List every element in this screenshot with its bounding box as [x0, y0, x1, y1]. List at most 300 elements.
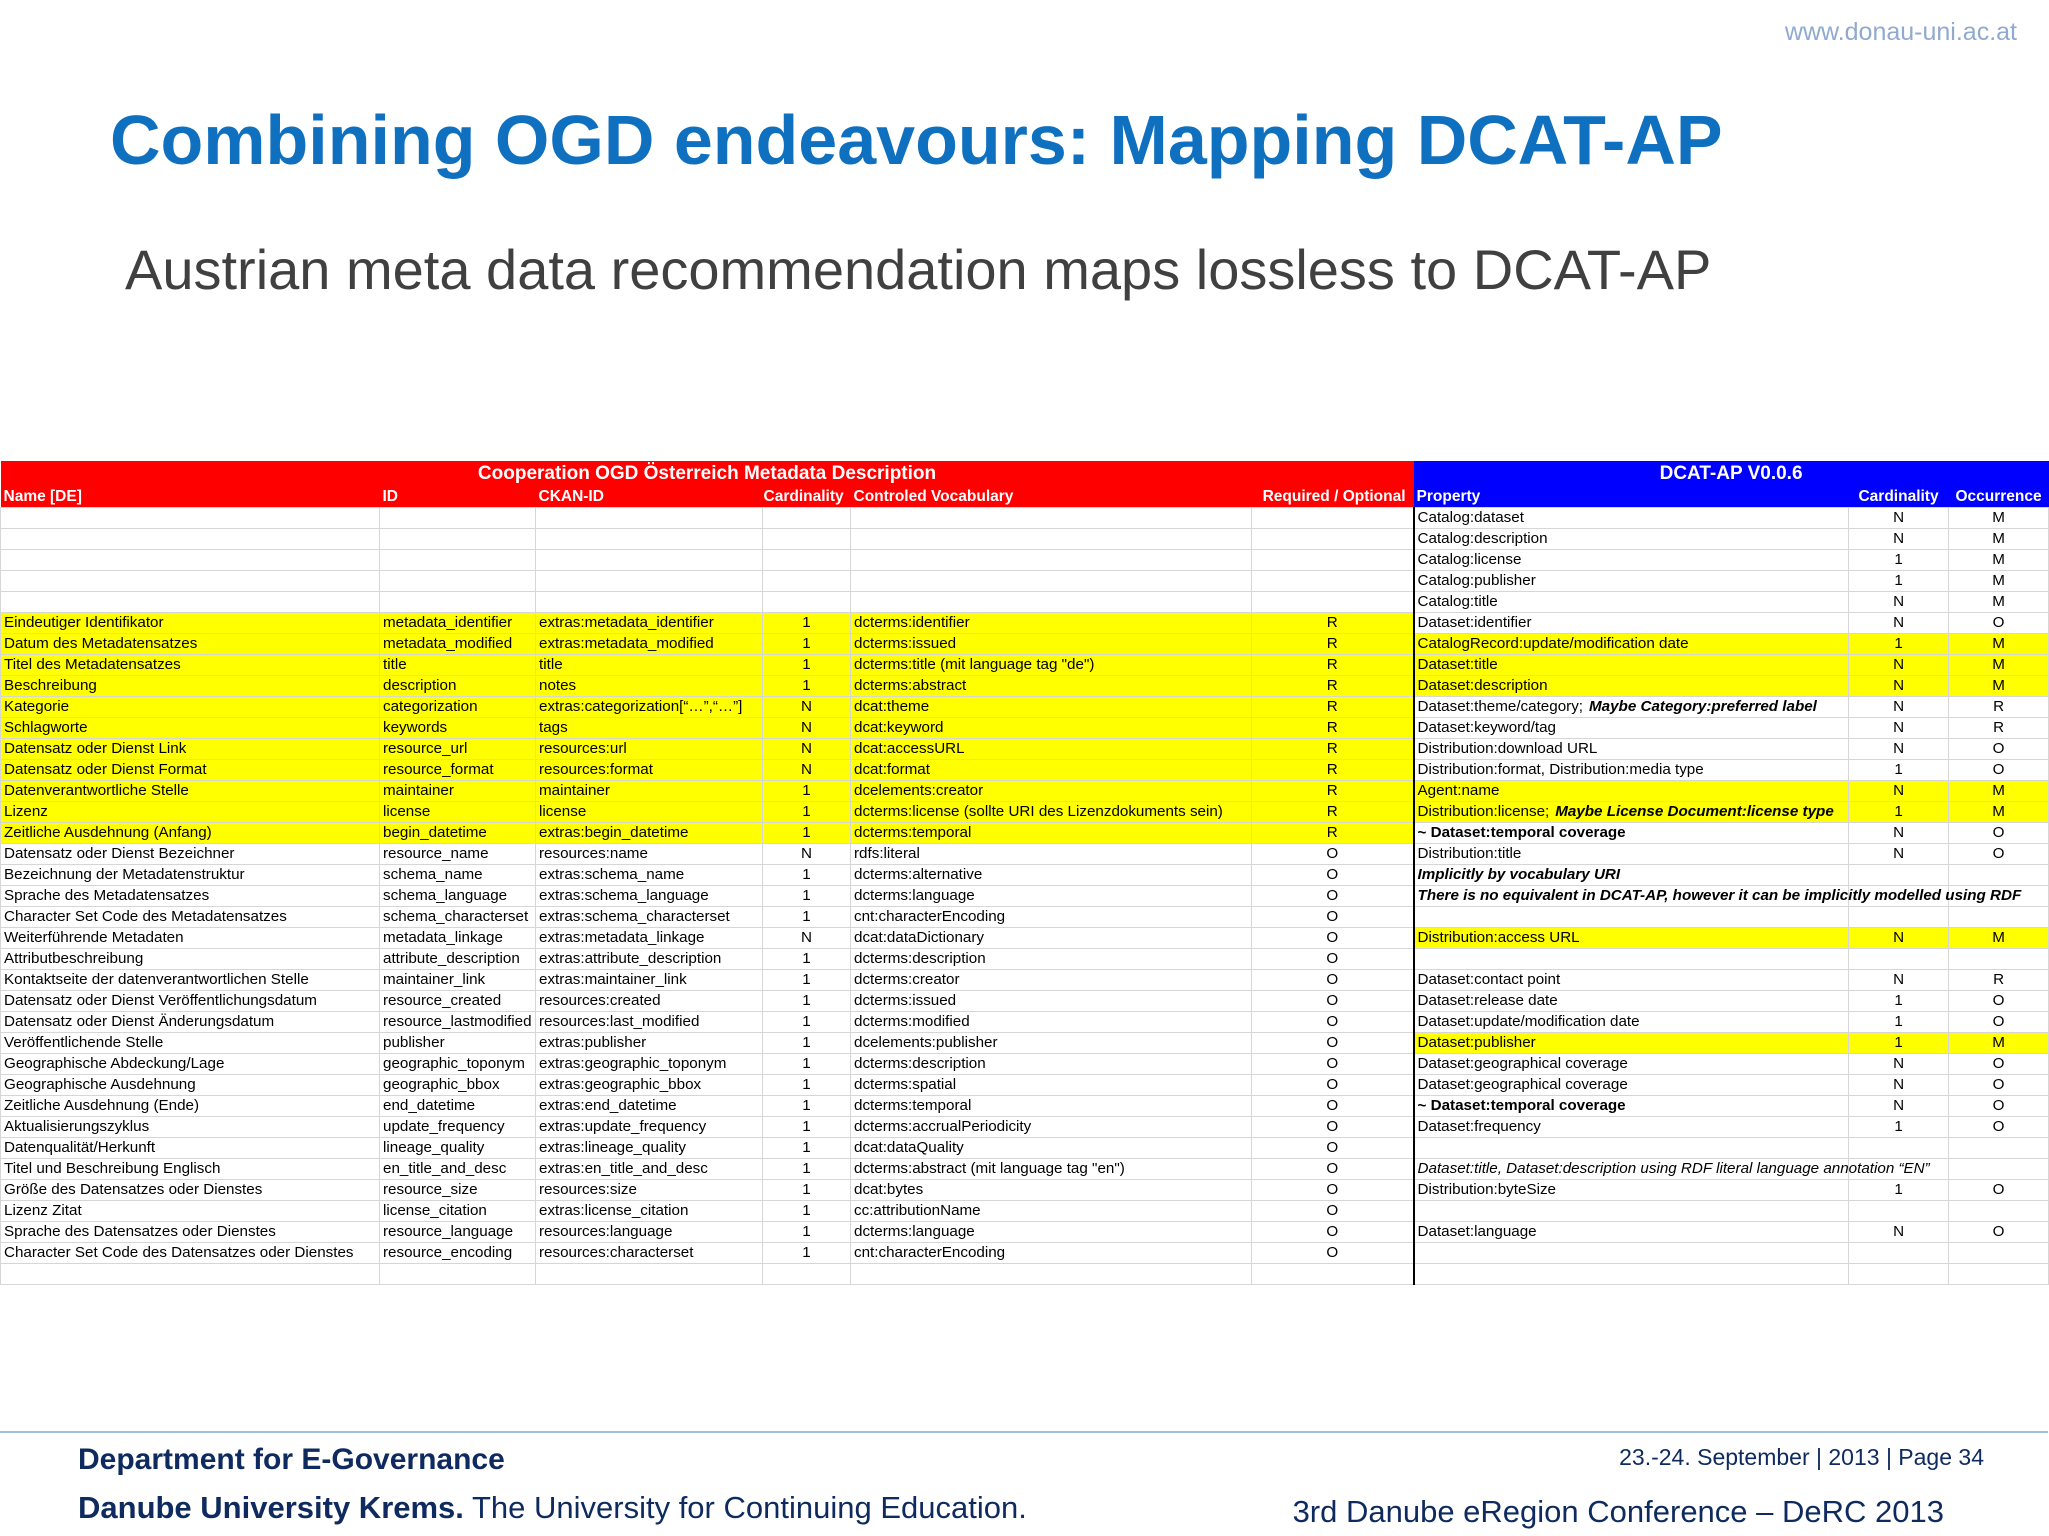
- required-cell: O: [1252, 1222, 1414, 1243]
- id-cell: maintainer_link: [380, 970, 536, 991]
- dcat-cardinality-cell: N: [1849, 1222, 1949, 1243]
- dcat-cardinality-cell: N: [1849, 655, 1949, 676]
- university-line: [78, 1490, 1027, 1526]
- ckan-id-cell: resources:characterset: [536, 1243, 763, 1264]
- name-cell: Zeitliche Ausdehnung (Ende): [1, 1096, 380, 1117]
- ckan-id-cell: tags: [536, 718, 763, 739]
- property-cell: Catalog:license: [1414, 550, 1849, 571]
- dcat-cardinality-cell: N: [1849, 697, 1949, 718]
- cardinality-cell: 1: [763, 886, 851, 907]
- table-row: [1, 760, 2049, 781]
- property-cell: Dataset:update/modification date: [1414, 1012, 1849, 1033]
- cardinality-cell: 1: [763, 1138, 851, 1159]
- property-cell: CatalogRecord:update/modification date: [1414, 634, 1849, 655]
- id-cell: update_frequency: [380, 1117, 536, 1138]
- occurrence-cell: O: [1949, 991, 2049, 1012]
- vocabulary-cell: dcterms:issued: [851, 634, 1252, 655]
- occurrence-cell: M: [1949, 928, 2049, 949]
- dcat-cardinality-cell: N: [1849, 508, 1949, 529]
- name-cell: Character Set Code des Datensatzes oder Dienstes: [1, 1243, 380, 1264]
- property-text: Dataset:theme/category;: [1417, 698, 1584, 715]
- property-cell: [1414, 1138, 1849, 1159]
- id-cell: resource_language: [380, 1222, 536, 1243]
- occurrence-cell: M: [1949, 1033, 2049, 1054]
- vocabulary-cell: dcterms:abstract: [851, 676, 1252, 697]
- required-cell: O: [1252, 1180, 1414, 1201]
- name-cell: Sprache des Datensatzes oder Dienstes: [1, 1222, 380, 1243]
- table-row: [1, 1201, 2049, 1222]
- property-cell: [1414, 1201, 1849, 1222]
- cardinality-cell: N: [763, 697, 851, 718]
- required-cell: [1252, 592, 1414, 613]
- property-cell: Catalog:publisher: [1414, 571, 1849, 592]
- cardinality-cell: 1: [763, 949, 851, 970]
- table-row: [1, 1096, 2049, 1117]
- occurrence-cell: [1949, 1201, 2049, 1222]
- name-cell: [1, 592, 380, 613]
- table-row: [1, 655, 2049, 676]
- name-cell: [1, 550, 380, 571]
- required-cell: O: [1252, 844, 1414, 865]
- vocabulary-cell: dcterms:issued: [851, 991, 1252, 1012]
- dcat-cardinality-cell: N: [1849, 739, 1949, 760]
- property-cell: Distribution:format, Distribution:media type: [1414, 760, 1849, 781]
- id-cell: [380, 592, 536, 613]
- ckan-id-cell: extras:categorization[“…”,“…”]: [536, 697, 763, 718]
- cardinality-cell: 1: [763, 1222, 851, 1243]
- table-row: [1, 1264, 2049, 1285]
- id-cell: resource_lastmodified: [380, 1012, 536, 1033]
- required-cell: O: [1252, 991, 1414, 1012]
- ckan-id-cell: extras:publisher: [536, 1033, 763, 1054]
- occurrence-cell: M: [1949, 634, 2049, 655]
- name-cell: Schlagworte: [1, 718, 380, 739]
- ckan-id-cell: resources:url: [536, 739, 763, 760]
- table-row: [1, 1054, 2049, 1075]
- cardinality-cell: 1: [763, 1054, 851, 1075]
- vocabulary-cell: dcelements:publisher: [851, 1033, 1252, 1054]
- col-header-cardinality: Cardinality: [763, 486, 851, 508]
- dcat-cardinality-cell: N: [1849, 1075, 1949, 1096]
- property-cell: Distribution:byteSize: [1414, 1180, 1849, 1201]
- required-cell: R: [1252, 823, 1414, 844]
- cardinality-cell: N: [763, 844, 851, 865]
- name-cell: Geographische Abdeckung/Lage: [1, 1054, 380, 1075]
- id-cell: [380, 508, 536, 529]
- cardinality-cell: N: [763, 739, 851, 760]
- name-cell: Datum des Metadatensatzes: [1, 634, 380, 655]
- id-cell: resource_format: [380, 760, 536, 781]
- dcat-cardinality-cell: N: [1849, 529, 1949, 550]
- dcat-cardinality-cell: [1849, 949, 1949, 970]
- dcat-cardinality-cell: N: [1849, 613, 1949, 634]
- occurrence-cell: O: [1949, 1054, 2049, 1075]
- dcat-cardinality-cell: [1849, 1201, 1949, 1222]
- id-cell: lineage_quality: [380, 1138, 536, 1159]
- table-row: [1, 991, 2049, 1012]
- name-cell: Beschreibung: [1, 676, 380, 697]
- required-cell: O: [1252, 1159, 1414, 1180]
- name-cell: Titel und Beschreibung Englisch: [1, 1159, 380, 1180]
- table-row: [1, 508, 2049, 529]
- ckan-id-cell: extras:geographic_toponym: [536, 1054, 763, 1075]
- university-tagline: The University for Continuing Education.: [463, 1490, 1027, 1525]
- table-row: [1, 739, 2049, 760]
- vocabulary-cell: dcat:keyword: [851, 718, 1252, 739]
- required-cell: O: [1252, 1096, 1414, 1117]
- occurrence-cell: O: [1949, 844, 2049, 865]
- dcat-cardinality-cell: [1849, 907, 1949, 928]
- vocabulary-cell: dcterms:creator: [851, 970, 1252, 991]
- ckan-id-cell: resources:created: [536, 991, 763, 1012]
- group-header-row: [1, 461, 2049, 486]
- property-cell: [1414, 1264, 1849, 1285]
- id-cell: [380, 529, 536, 550]
- dcat-cardinality-cell: 1: [1849, 1117, 1949, 1138]
- dcat-cardinality-cell: 1: [1849, 991, 1949, 1012]
- cardinality-cell: 1: [763, 802, 851, 823]
- table-row: [1, 634, 2049, 655]
- ckan-id-cell: extras:schema_characterset: [536, 907, 763, 928]
- required-cell: R: [1252, 676, 1414, 697]
- cardinality-cell: 1: [763, 991, 851, 1012]
- required-cell: R: [1252, 655, 1414, 676]
- vocabulary-cell: dcelements:creator: [851, 781, 1252, 802]
- property-cell: Distribution:download URL: [1414, 739, 1849, 760]
- name-cell: Bezeichnung der Metadatenstruktur: [1, 865, 380, 886]
- occurrence-cell: R: [1949, 970, 2049, 991]
- dcat-cardinality-cell: 1: [1849, 634, 1949, 655]
- required-cell: O: [1252, 1138, 1414, 1159]
- required-cell: O: [1252, 949, 1414, 970]
- vocabulary-cell: dcterms:license (sollte URI des Lizenzdokuments sein): [851, 802, 1252, 823]
- cardinality-cell: 1: [763, 781, 851, 802]
- id-cell: resource_encoding: [380, 1243, 536, 1264]
- property-cell: Distribution:access URL: [1414, 928, 1849, 949]
- name-cell: Lizenz: [1, 802, 380, 823]
- property-note: Maybe Category:preferred label: [1589, 698, 1817, 715]
- required-cell: [1252, 1264, 1414, 1285]
- name-cell: Kontaktseite der datenverantwortlichen Stelle: [1, 970, 380, 991]
- property-cell: Implicitly by vocabulary URI: [1414, 865, 1849, 886]
- required-cell: R: [1252, 760, 1414, 781]
- ckan-id-cell: [536, 529, 763, 550]
- id-cell: schema_characterset: [380, 907, 536, 928]
- property-cell: Catalog:title: [1414, 592, 1849, 613]
- name-cell: Datensatz oder Dienst Format: [1, 760, 380, 781]
- vocabulary-cell: cnt:characterEncoding: [851, 1243, 1252, 1264]
- occurrence-cell: O: [1949, 1075, 2049, 1096]
- ckan-id-cell: extras:license_citation: [536, 1201, 763, 1222]
- table-row: [1, 697, 2049, 718]
- id-cell: begin_datetime: [380, 823, 536, 844]
- required-cell: R: [1252, 781, 1414, 802]
- ckan-id-cell: resources:size: [536, 1180, 763, 1201]
- occurrence-cell: O: [1949, 1012, 2049, 1033]
- ckan-id-cell: resources:name: [536, 844, 763, 865]
- occurrence-cell: M: [1949, 781, 2049, 802]
- name-cell: Datensatz oder Dienst Änderungsdatum: [1, 1012, 380, 1033]
- vocabulary-cell: dcterms:spatial: [851, 1075, 1252, 1096]
- id-cell: end_datetime: [380, 1096, 536, 1117]
- required-cell: O: [1252, 1243, 1414, 1264]
- occurrence-cell: M: [1949, 592, 2049, 613]
- occurrence-cell: M: [1949, 529, 2049, 550]
- ckan-id-cell: extras:metadata_linkage: [536, 928, 763, 949]
- required-cell: [1252, 571, 1414, 592]
- table-row: [1, 1138, 2049, 1159]
- table-row: [1, 1033, 2049, 1054]
- name-cell: Datensatz oder Dienst Link: [1, 739, 380, 760]
- property-cell: Dataset:frequency: [1414, 1117, 1849, 1138]
- property-cell: [1414, 949, 1849, 970]
- name-cell: Veröffentlichende Stelle: [1, 1033, 380, 1054]
- id-cell: [380, 1264, 536, 1285]
- slide-subtitle: Austrian meta data recommendation maps lossless to DCAT-AP: [125, 238, 1712, 301]
- table-row: [1, 928, 2049, 949]
- name-cell: Datensatz oder Dienst Veröffentlichungsdatum: [1, 991, 380, 1012]
- cardinality-cell: 1: [763, 1201, 851, 1222]
- required-cell: O: [1252, 1033, 1414, 1054]
- dcat-cardinality-cell: [1849, 1243, 1949, 1264]
- dcat-cardinality-cell: N: [1849, 676, 1949, 697]
- cardinality-cell: 1: [763, 1012, 851, 1033]
- table-row: [1, 970, 2049, 991]
- col-header-ckan-id: CKAN-ID: [536, 486, 763, 508]
- vocabulary-cell: dcterms:modified: [851, 1012, 1252, 1033]
- vocabulary-cell: dcterms:temporal: [851, 823, 1252, 844]
- name-cell: Zeitliche Ausdehnung (Anfang): [1, 823, 380, 844]
- website-url: www.donau-uni.ac.at: [1784, 18, 2017, 46]
- ckan-id-cell: resources:language: [536, 1222, 763, 1243]
- vocabulary-cell: dcat:dataQuality: [851, 1138, 1252, 1159]
- property-text: Distribution:license;: [1417, 803, 1550, 820]
- ckan-id-cell: title: [536, 655, 763, 676]
- ckan-id-cell: extras:begin_datetime: [536, 823, 763, 844]
- occurrence-cell: [1949, 1243, 2049, 1264]
- ckan-id-cell: extras:geographic_bbox: [536, 1075, 763, 1096]
- table-row: [1, 676, 2049, 697]
- occurrence-cell: [1949, 865, 2049, 886]
- name-cell: Geographische Ausdehnung: [1, 1075, 380, 1096]
- dcat-cardinality-cell: N: [1849, 1054, 1949, 1075]
- vocabulary-cell: [851, 1264, 1252, 1285]
- name-cell: [1, 1264, 380, 1285]
- occurrence-cell: O: [1949, 1222, 2049, 1243]
- required-cell: O: [1252, 886, 1414, 907]
- id-cell: resource_size: [380, 1180, 536, 1201]
- conference-name: 3rd Danube eRegion Conference – DeRC 2013: [1292, 1494, 1944, 1529]
- vocabulary-cell: dcat:format: [851, 760, 1252, 781]
- table-row: [1, 718, 2049, 739]
- ckan-id-cell: extras:en_title_and_desc: [536, 1159, 763, 1180]
- vocabulary-cell: dcterms:description: [851, 949, 1252, 970]
- dcat-cardinality-cell: 1: [1849, 802, 1949, 823]
- table-row: [1, 886, 2049, 907]
- id-cell: attribute_description: [380, 949, 536, 970]
- ckan-id-cell: [536, 508, 763, 529]
- table-row: [1, 802, 2049, 823]
- cardinality-cell: N: [763, 760, 851, 781]
- name-cell: Kategorie: [1, 697, 380, 718]
- name-cell: Eindeutiger Identifikator: [1, 613, 380, 634]
- occurrence-cell: M: [1949, 550, 2049, 571]
- cardinality-cell: 1: [763, 865, 851, 886]
- dcat-cardinality-cell: 1: [1849, 760, 1949, 781]
- ckan-id-cell: notes: [536, 676, 763, 697]
- id-cell: metadata_identifier: [380, 613, 536, 634]
- table-row: [1, 823, 2049, 844]
- required-cell: O: [1252, 907, 1414, 928]
- cardinality-cell: 1: [763, 1033, 851, 1054]
- occurrence-cell: M: [1949, 655, 2049, 676]
- required-cell: O: [1252, 1054, 1414, 1075]
- dcat-cardinality-cell: N: [1849, 718, 1949, 739]
- id-cell: geographic_toponym: [380, 1054, 536, 1075]
- vocabulary-cell: rdfs:literal: [851, 844, 1252, 865]
- id-cell: keywords: [380, 718, 536, 739]
- property-cell: Dataset:geographical coverage: [1414, 1054, 1849, 1075]
- cardinality-cell: 1: [763, 907, 851, 928]
- ckan-id-cell: extras:attribute_description: [536, 949, 763, 970]
- dcat-cardinality-cell: N: [1849, 781, 1949, 802]
- dcat-cardinality-cell: 1: [1849, 571, 1949, 592]
- col-header-property: Property: [1414, 486, 1849, 508]
- id-cell: en_title_and_desc: [380, 1159, 536, 1180]
- occurrence-cell: M: [1949, 571, 2049, 592]
- vocabulary-cell: cc:attributionName: [851, 1201, 1252, 1222]
- property-cell: Dataset:language: [1414, 1222, 1849, 1243]
- property-cell: Dataset:identifier: [1414, 613, 1849, 634]
- vocabulary-cell: [851, 571, 1252, 592]
- cardinality-cell: 1: [763, 1243, 851, 1264]
- occurrence-cell: O: [1949, 613, 2049, 634]
- table-row: [1, 907, 2049, 928]
- ckan-id-cell: extras:update_frequency: [536, 1117, 763, 1138]
- occurrence-cell: [1949, 907, 2049, 928]
- required-cell: O: [1252, 1117, 1414, 1138]
- ckan-id-cell: maintainer: [536, 781, 763, 802]
- property-cell: Dataset:keyword/tag: [1414, 718, 1849, 739]
- property-cell: ~ Dataset:temporal coverage: [1414, 823, 1849, 844]
- department-name: Department for E-Governance: [78, 1443, 505, 1476]
- id-cell: categorization: [380, 697, 536, 718]
- mapping-table: [0, 461, 2049, 1285]
- required-cell: O: [1252, 1201, 1414, 1222]
- name-cell: Titel des Metadatensatzes: [1, 655, 380, 676]
- table-row: [1, 1222, 2049, 1243]
- id-cell: license: [380, 802, 536, 823]
- occurrence-cell: O: [1949, 1180, 2049, 1201]
- vocabulary-cell: dcterms:language: [851, 1222, 1252, 1243]
- id-cell: metadata_modified: [380, 634, 536, 655]
- id-cell: license_citation: [380, 1201, 536, 1222]
- occurrence-cell: O: [1949, 739, 2049, 760]
- property-cell: There is no equivalent in DCAT-AP, however it can be implicitly modelled using RDF: [1414, 886, 1849, 907]
- required-cell: [1252, 550, 1414, 571]
- property-cell: Dataset:contact point: [1414, 970, 1849, 991]
- property-cell: [1414, 697, 1849, 718]
- required-cell: R: [1252, 634, 1414, 655]
- name-cell: Datenqualität/Herkunft: [1, 1138, 380, 1159]
- table-row: [1, 1180, 2049, 1201]
- required-cell: [1252, 508, 1414, 529]
- required-cell: R: [1252, 697, 1414, 718]
- property-cell: Dataset:description: [1414, 676, 1849, 697]
- name-cell: Datenverantwortliche Stelle: [1, 781, 380, 802]
- required-cell: R: [1252, 739, 1414, 760]
- ckan-id-cell: extras:end_datetime: [536, 1096, 763, 1117]
- vocabulary-cell: dcat:accessURL: [851, 739, 1252, 760]
- column-header-row: [1, 486, 2049, 508]
- name-cell: [1, 508, 380, 529]
- name-cell: Lizenz Zitat: [1, 1201, 380, 1222]
- table-row: [1, 571, 2049, 592]
- ckan-id-cell: extras:schema_name: [536, 865, 763, 886]
- slide-title: Combining OGD endeavours: Mapping DCAT-AP: [110, 101, 1723, 179]
- required-cell: O: [1252, 970, 1414, 991]
- property-cell: [1414, 1243, 1849, 1264]
- vocabulary-cell: [851, 550, 1252, 571]
- required-cell: R: [1252, 802, 1414, 823]
- property-cell: Dataset:title: [1414, 655, 1849, 676]
- cardinality-cell: 1: [763, 1096, 851, 1117]
- dcat-cardinality-cell: N: [1849, 844, 1949, 865]
- name-cell: Aktualisierungszyklus: [1, 1117, 380, 1138]
- table-row: [1, 1012, 2049, 1033]
- vocabulary-cell: [851, 508, 1252, 529]
- required-cell: O: [1252, 865, 1414, 886]
- name-cell: Datensatz oder Dienst Bezeichner: [1, 844, 380, 865]
- property-cell: Dataset:publisher: [1414, 1033, 1849, 1054]
- col-header-occurrence: Occurrence: [1949, 486, 2049, 508]
- cardinality-cell: 1: [763, 1180, 851, 1201]
- property-cell: Dataset:geographical coverage: [1414, 1075, 1849, 1096]
- ckan-id-cell: [536, 592, 763, 613]
- dcat-cardinality-cell: N: [1849, 928, 1949, 949]
- vocabulary-cell: dcterms:alternative: [851, 865, 1252, 886]
- occurrence-cell: O: [1949, 1096, 2049, 1117]
- occurrence-cell: O: [1949, 823, 2049, 844]
- dcat-cardinality-cell: [1849, 1138, 1949, 1159]
- property-note: Maybe License Document:license type: [1555, 803, 1834, 820]
- required-cell: R: [1252, 718, 1414, 739]
- table-row: [1, 1075, 2049, 1096]
- cardinality-cell: 1: [763, 1117, 851, 1138]
- ckan-id-cell: extras:lineage_quality: [536, 1138, 763, 1159]
- table-row: [1, 781, 2049, 802]
- id-cell: [380, 571, 536, 592]
- occurrence-cell: [1949, 1138, 2049, 1159]
- cardinality-cell: N: [763, 928, 851, 949]
- cardinality-cell: 1: [763, 1159, 851, 1180]
- dcat-cardinality-cell: N: [1849, 1096, 1949, 1117]
- vocabulary-cell: dcterms:title (mit language tag "de"): [851, 655, 1252, 676]
- property-cell: Dataset:title, Dataset:description using RDF literal language annotation “EN”: [1414, 1159, 1849, 1180]
- occurrence-cell: M: [1949, 802, 2049, 823]
- id-cell: geographic_bbox: [380, 1075, 536, 1096]
- id-cell: description: [380, 676, 536, 697]
- occurrence-cell: [1949, 1264, 2049, 1285]
- occurrence-cell: R: [1949, 697, 2049, 718]
- col-header-dcat-cardinality: Cardinality: [1849, 486, 1949, 508]
- id-cell: schema_language: [380, 886, 536, 907]
- dcat-cardinality-cell: 1: [1849, 1012, 1949, 1033]
- ckan-id-cell: [536, 1264, 763, 1285]
- ckan-id-cell: extras:schema_language: [536, 886, 763, 907]
- name-cell: Sprache des Metadatensatzes: [1, 886, 380, 907]
- vocabulary-cell: dcat:theme: [851, 697, 1252, 718]
